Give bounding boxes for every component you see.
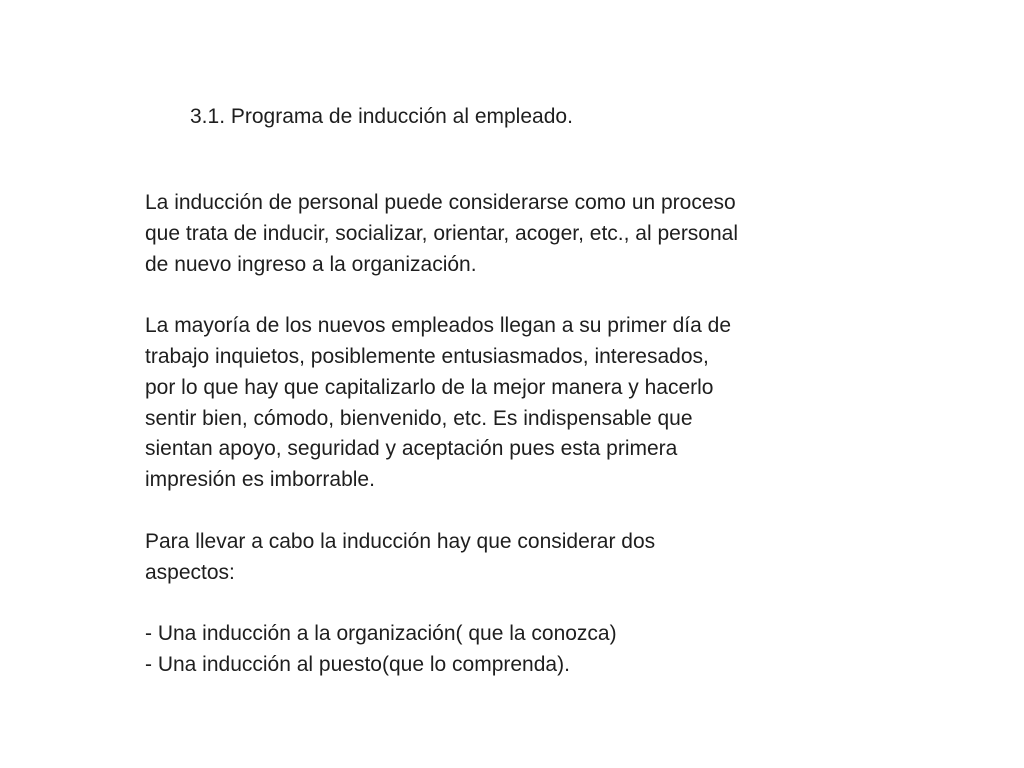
aspects-list (145, 619, 825, 681)
paragraph-aspects (145, 527, 825, 589)
paragraph-line: La inducción de personal puede considerarse como un proceso (145, 191, 736, 214)
paragraph-definition (145, 188, 825, 280)
slide-body (145, 188, 825, 681)
list-item: - Una inducción al puesto(que lo comprenda). (145, 652, 570, 676)
paragraph-spacer (145, 496, 825, 527)
paragraph-line: que trata de inducir, socializar, orientar, acoger, etc., al personal (145, 221, 739, 245)
paragraph-line: impresión es imborrable. (145, 468, 375, 492)
paragraph-line: por lo que hay que capitalizarlo de la mejor manera y hacerlo (145, 375, 714, 399)
paragraph-line: sientan apoyo, seguridad y aceptación pues esta primera (145, 437, 678, 461)
paragraph-line: trabajo inquietos, posiblemente entusiasmados, interesados, (145, 344, 709, 368)
paragraph-line: Para llevar a cabo la inducción hay que considerar dos (145, 529, 656, 553)
paragraph-new-employees (145, 311, 825, 496)
paragraph-spacer (145, 280, 825, 311)
slide-title: 3.1. Programa de inducción al empleado. (190, 105, 573, 128)
paragraph-spacer (145, 588, 825, 619)
list-item: - Una inducción a la organización( que la conozca) (145, 622, 617, 646)
paragraph-line: aspectos: (145, 560, 235, 584)
paragraph-line: La mayoría de los nuevos empleados llegan a su primer día de (145, 314, 732, 338)
paragraph-line: sentir bien, cómodo, bienvenido, etc. Es indispensable que (145, 406, 693, 430)
paragraph-line: de nuevo ingreso a la organización. (145, 252, 477, 276)
